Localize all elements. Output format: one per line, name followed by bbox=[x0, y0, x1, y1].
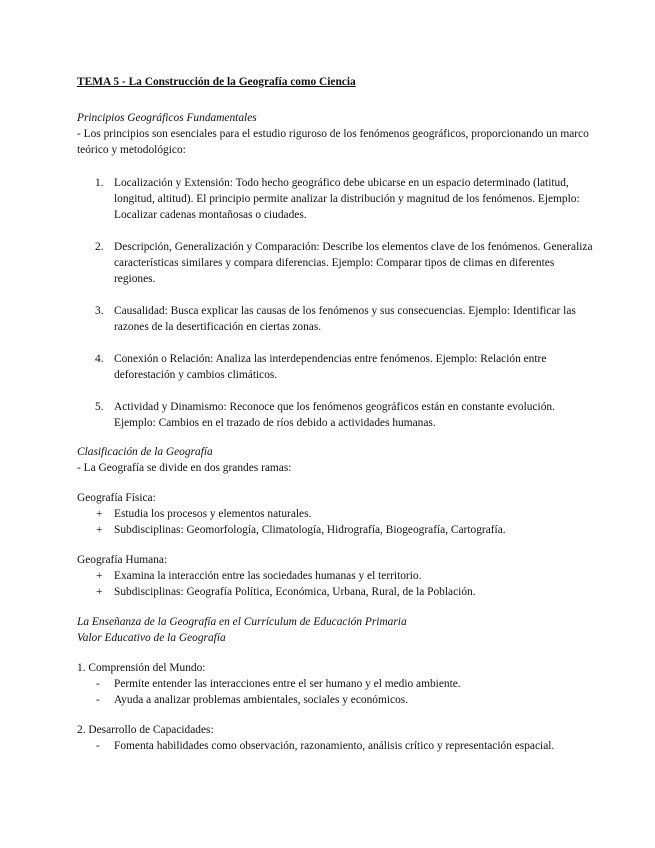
section-heading-principios: Principios Geográficos Fundamentales bbox=[77, 112, 257, 124]
bullet-marker: - bbox=[96, 740, 100, 752]
item-text: Estudia los procesos y elementos naturales. bbox=[114, 508, 312, 520]
list-item bbox=[77, 568, 595, 584]
bullet-marker: + bbox=[96, 570, 103, 582]
comprension-label: 1. Comprensión del Mundo: bbox=[77, 662, 206, 674]
item-text: Localización y Extensión: Todo hecho geográfico debe ubicarse en un espacio determinado (latitud, longitud, altitud). El principio permite analizar la distribución y magnitud de los fenómenos. Ejemplo: Localizar cadenas montañosas o ciudades. bbox=[114, 177, 580, 221]
item-text: Permite entender las interacciones entre el ser humano y el medio ambiente. bbox=[114, 678, 461, 690]
fisica-label: Geografía Física: bbox=[77, 492, 156, 504]
principios-list bbox=[77, 175, 595, 431]
comprension-list bbox=[77, 676, 595, 708]
principios-intro: - Los principios son esenciales para el estudio riguroso de los fenómenos geográficos, proporcionando un marco teórico y metodológico: bbox=[77, 128, 589, 156]
item-text: Conexión o Relación: Analiza las interdependencias entre fenómenos. Ejemplo: Relación entre deforestación y cambios climáticos. bbox=[114, 353, 547, 381]
section-heading-clasificacion: Clasificación de la Geografía bbox=[77, 446, 213, 458]
humana-label: Geografía Humana: bbox=[77, 554, 168, 566]
list-item bbox=[77, 676, 595, 692]
bullet-marker: + bbox=[96, 524, 103, 536]
capacidades-label: 2. Desarrollo de Capacidades: bbox=[77, 724, 214, 736]
bullet-marker: - bbox=[96, 694, 100, 706]
bullet-marker: + bbox=[96, 508, 103, 520]
section-heading-valor: Valor Educativo de la Geografía bbox=[77, 632, 226, 644]
item-number: 4. bbox=[95, 353, 104, 365]
fisica-list bbox=[77, 506, 595, 538]
list-item bbox=[77, 351, 595, 383]
list-item bbox=[77, 522, 595, 538]
item-text: Fomenta habilidades como observación, razonamiento, análisis crítico y representación espacial. bbox=[114, 740, 555, 752]
item-text: Causalidad: Busca explicar las causas de los fenómenos y sus consecuencias. Ejemplo: Identificar las razones de la desertificación en ciertas zonas. bbox=[114, 305, 576, 333]
page-title: TEMA 5 - La Construcción de la Geografía como Ciencia bbox=[77, 76, 356, 88]
list-item bbox=[77, 175, 595, 223]
item-text: Ayuda a analizar problemas ambientales, sociales y económicos. bbox=[114, 694, 409, 706]
item-text: Descripción, Generalización y Comparación: Describe los elementos clave de los fenómenos. Generaliza características similares y compara diferencias. Ejemplo: Comparar tipos de climas en diferentes regiones. bbox=[114, 241, 593, 285]
item-text: Actividad y Dinamismo: Reconoce que los fenómenos geográficos están en constante evolución. Ejemplo: Cambios en el trazado de ríos debido a actividades humanas. bbox=[114, 401, 555, 429]
section-heading-ensenanza: La Enseñanza de la Geografía en el Currículum de Educación Primaria bbox=[77, 616, 407, 628]
list-item bbox=[77, 399, 595, 431]
list-item bbox=[77, 692, 595, 708]
capacidades-list bbox=[77, 738, 595, 754]
humana-list bbox=[77, 568, 595, 600]
item-text: Examina la interacción entre las sociedades humanas y el territorio. bbox=[114, 570, 422, 582]
item-text: Subdisciplinas: Geografía Política, Económica, Urbana, Rural, de la Población. bbox=[114, 586, 476, 598]
item-number: 3. bbox=[95, 305, 104, 317]
item-text: Subdisciplinas: Geomorfología, Climatología, Hidrografía, Biogeografía, Cartografía. bbox=[114, 524, 506, 536]
list-item bbox=[77, 738, 595, 754]
item-number: 1. bbox=[95, 177, 104, 189]
list-item bbox=[77, 506, 595, 522]
list-item bbox=[77, 303, 595, 335]
item-number: 5. bbox=[95, 401, 104, 413]
clasificacion-intro: - La Geografía se divide en dos grandes ramas: bbox=[77, 462, 292, 474]
bullet-marker: + bbox=[96, 586, 103, 598]
list-item bbox=[77, 584, 595, 600]
bullet-marker: - bbox=[96, 678, 100, 690]
item-number: 2. bbox=[95, 241, 104, 253]
list-item bbox=[77, 239, 595, 287]
